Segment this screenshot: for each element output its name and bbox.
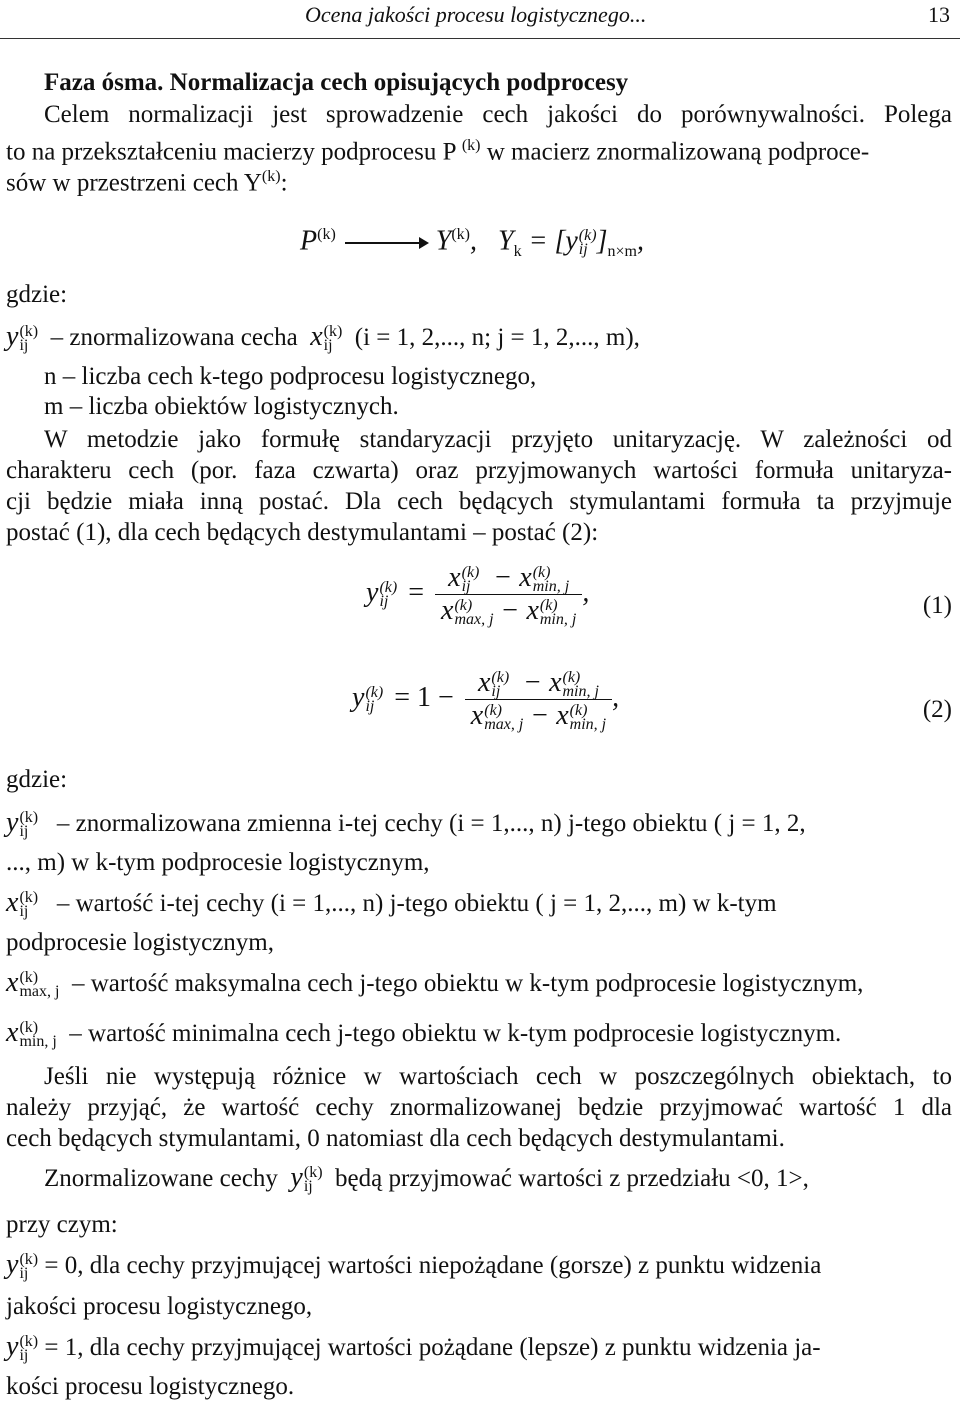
def2-x-line-2: podprocesie logistycznym, bbox=[6, 929, 274, 956]
def2-xmax: x (k) max, j – wartość maksymalna cech j-tego obiektu w k-tym podprocesie logistycznym, bbox=[6, 967, 864, 1001]
para2-line-4: postać (1), dla cech będących destymulantami – postać (2): bbox=[6, 519, 599, 546]
def2-xmin: x (k) min, j – wartość minimalna cech j-tego obiektu w k-tym podprocesie logistycznym. bbox=[6, 1017, 842, 1051]
equation-1: y (k) ij = x (k) ij − x (k) min, j x (k) max, j − x (k) min, j , bbox=[366, 562, 590, 628]
def-y-line: y (k) ij – znormalizowana cecha x (k) ij (i = 1, 2,..., n; j = 1, 2,..., m), bbox=[6, 321, 640, 355]
para3-line-1: Jeśli nie występują różnice w wartościach cech w poszczególnych obiektach, to bbox=[44, 1063, 952, 1090]
para3-line-3: cech będących stymulantami, 0 natomiast dla cech będących destymulantami. bbox=[6, 1125, 785, 1152]
case-zero-line-1: y (k) ij = 0, dla cechy przyjmującej wartości niepożądane (gorsze) z punktu widzenia bbox=[6, 1249, 822, 1283]
para2-line-2: charakteru cech (por. faza czwarta) oraz przyjmowanych wartości formuła unitaryza- bbox=[6, 457, 952, 484]
para4-line-1: Znormalizowane cechy y (k) ij będą przyjmować wartości z przedziału <0, 1>, bbox=[44, 1162, 809, 1196]
para4-line-2: przy czym: bbox=[6, 1211, 118, 1238]
gdzie-label-1: gdzie: bbox=[6, 281, 68, 308]
case-zero-line-2: jakości procesu logistycznego, bbox=[6, 1293, 313, 1320]
section-heading: Faza ósma. Normalizacja cech opisujących podprocesy bbox=[44, 69, 629, 96]
equation-2-number: (2) bbox=[922, 696, 952, 723]
intro-line-1: Celem normalizacji jest sprowadzenie cech jakości do porównywalności. Polega bbox=[44, 101, 952, 128]
def-m: m – liczba obiektów logistycznych. bbox=[44, 393, 399, 420]
running-header bbox=[305, 2, 950, 28]
intro-line-3: sów w przestrzeni cech $Y^{(k)}$: bbox=[6, 168, 288, 197]
intro-line-2: to na przekształceniu macierzy podprocesu P $^{(k)}$ w macierz znormalizowaną podproce- bbox=[6, 137, 870, 166]
header-rule bbox=[0, 38, 960, 39]
case-one-line-2: kości procesu logistycznego. bbox=[6, 1373, 295, 1400]
running-title: Ocena jakości procesu logistycznego... bbox=[305, 2, 647, 27]
para2-line-1: W metodzie jako formułę standaryzacji przyjęto unitaryzację. W zależności od bbox=[44, 426, 952, 453]
para2-line-3: cji będzie miała inną postać. Dla cech będących stymulantami formuła ta przyjmuje bbox=[6, 488, 952, 515]
def2-x-line-1: x (k) ij – wartość i-tej cechy (i = 1,..., n) j-tego obiektu ( j = 1, 2,..., m) w k-tym bbox=[6, 887, 777, 921]
arrow-icon bbox=[345, 242, 427, 244]
para3-line-2: należy przyjąć, że wartość cechy znormalizowanej będzie przyjmować wartość 1 dla bbox=[6, 1094, 952, 1121]
def2-y-line-2: ..., m) w k-tym podprocesie logistycznym, bbox=[6, 849, 430, 876]
def2-y-line-1: y (k) ij – znormalizowana zmienna i-tej cechy (i = 1,..., n) j-tego obiektu ( j = 1, 2, bbox=[6, 807, 806, 841]
mapping-formula: $P^{(k)}$ $Y^{(k)}$, $Y_k = [y$ (k) ij ]$_{n\times m}$, bbox=[300, 225, 644, 260]
case-one-line-1: y (k) ij = 1, dla cechy przyjmującej wartości pożądane (lepsze) z punktu widzenia ja- bbox=[6, 1331, 821, 1365]
equation-1-number: (1) bbox=[922, 592, 952, 619]
page-number: 13 bbox=[928, 2, 950, 27]
gdzie-label-2: gdzie: bbox=[6, 766, 68, 793]
def-n: n – liczba cech k-tego podprocesu logistycznego, bbox=[44, 363, 537, 390]
equation-2: y (k) ij = 1 − x (k) ij − x (k) min, j x (k) max, j − x (k) min, j , bbox=[352, 667, 620, 733]
